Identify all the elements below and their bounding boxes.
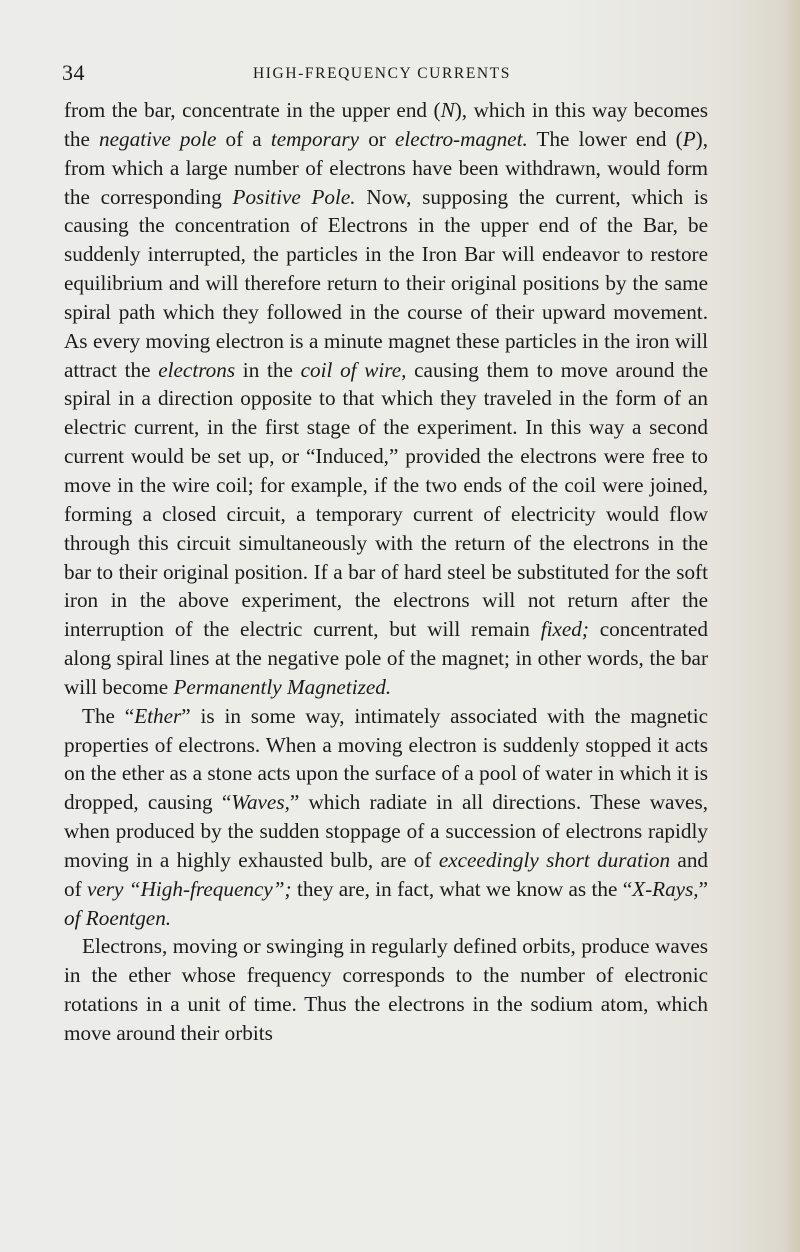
text-run: Now, supposing the current, which is causing the concentration of Electrons in the upper end of the Bar, be suddenly interrupted, the particles in the Iron Bar will endeavor to restore equilibrium and will therefore return to their original positions by the same spiral path which they followed in the course of their upward movement. As every moving electron is a minute magnet these particles in the iron will attract the xyxy=(64,184,709,382)
italic-text-run: Waves, xyxy=(231,790,290,815)
italic-text-run: negative pole xyxy=(99,126,217,151)
italic-text-run: temporary xyxy=(270,126,360,151)
text-run: The “ xyxy=(82,703,135,728)
text-run: and of xyxy=(64,847,709,901)
text-run: ” which radiate in all directions. These waves, when produced by the sudden stoppage of a succession of electrons rapidly moving in a highly exhausted bulb, are of xyxy=(64,790,708,872)
text-run: ” xyxy=(698,876,709,901)
text-run: The lower end ( xyxy=(527,126,683,151)
italic-text-run: X-Rays, xyxy=(632,876,699,901)
italic-text-run: electrons xyxy=(158,357,236,382)
paragraph xyxy=(64,702,708,933)
text-run: ), from which a large number of electrons have been withdrawn, would form the corresponding xyxy=(64,126,709,209)
italic-text-run: N xyxy=(440,98,455,122)
italic-text-run: electro-magnet. xyxy=(395,126,528,151)
italic-text-run: of Roentgen. xyxy=(64,905,172,930)
italic-text-run: Permanently Magnetized. xyxy=(173,674,392,699)
text-run: of a xyxy=(216,126,271,151)
italic-text-run: Positive Pole. xyxy=(232,184,356,209)
text-run: ” is in some way, intimately associated with the magnetic properties of electrons. When a moving electron is suddenly stopped it acts on the ether as a stone acts upon the surface of a pool of water in which it is dropped, causing “ xyxy=(64,703,708,815)
paragraph xyxy=(64,96,708,702)
paragraph xyxy=(64,932,708,1047)
text-run: from the bar, concentrate in the upper end ( xyxy=(64,98,441,122)
text-run: causing them to move around the spiral in a direction opposite to that which they traveled in the form of an electric current, in the first stage of the experiment. In this way a second current would be set up, or “Induced,” provided the electrons were free to move in the wire coil; for example, if the two ends of the coil were joined, forming a closed circuit, a temporary current of electricity would flow through this circuit simultaneously with the return of the electrons in the bar to their original position. If a bar of hard steel be substituted for the soft iron in the above experiment, the electrons will not return after the interruption of the electric current, but will remain xyxy=(64,357,709,642)
italic-text-run: P xyxy=(682,126,696,151)
italic-text-run: Ether xyxy=(134,703,182,728)
page-edge-shading xyxy=(782,0,800,1252)
text-run: Electrons, moving or swinging in regularly defined orbits, produce waves in the ether whose frequency corresponds to the number of electronic rotations in a unit of time. Thus the electrons in the sodium atom, which move around their orbits xyxy=(64,934,708,1045)
text-run: or xyxy=(359,126,395,151)
page-number: 34 xyxy=(62,60,85,85)
body-text xyxy=(64,96,708,1048)
italic-text-run: exceedingly short duration xyxy=(438,847,671,872)
italic-text-run: fixed; xyxy=(540,617,589,642)
italic-text-run: very “High-frequency”; xyxy=(87,876,292,901)
italic-text-run: coil of wire, xyxy=(300,357,407,382)
text-run: in the xyxy=(235,357,301,382)
text-run: concentrated along spiral lines at the negative pole of the magnet; in other words, the bar will become xyxy=(64,617,708,699)
text-run: ), which in this way becomes the xyxy=(64,98,708,151)
running-head xyxy=(62,60,706,88)
text-run: they are, in fact, what we know as the “ xyxy=(291,876,633,901)
running-head-title: HIGH-FREQUENCY CURRENTS xyxy=(253,65,511,82)
